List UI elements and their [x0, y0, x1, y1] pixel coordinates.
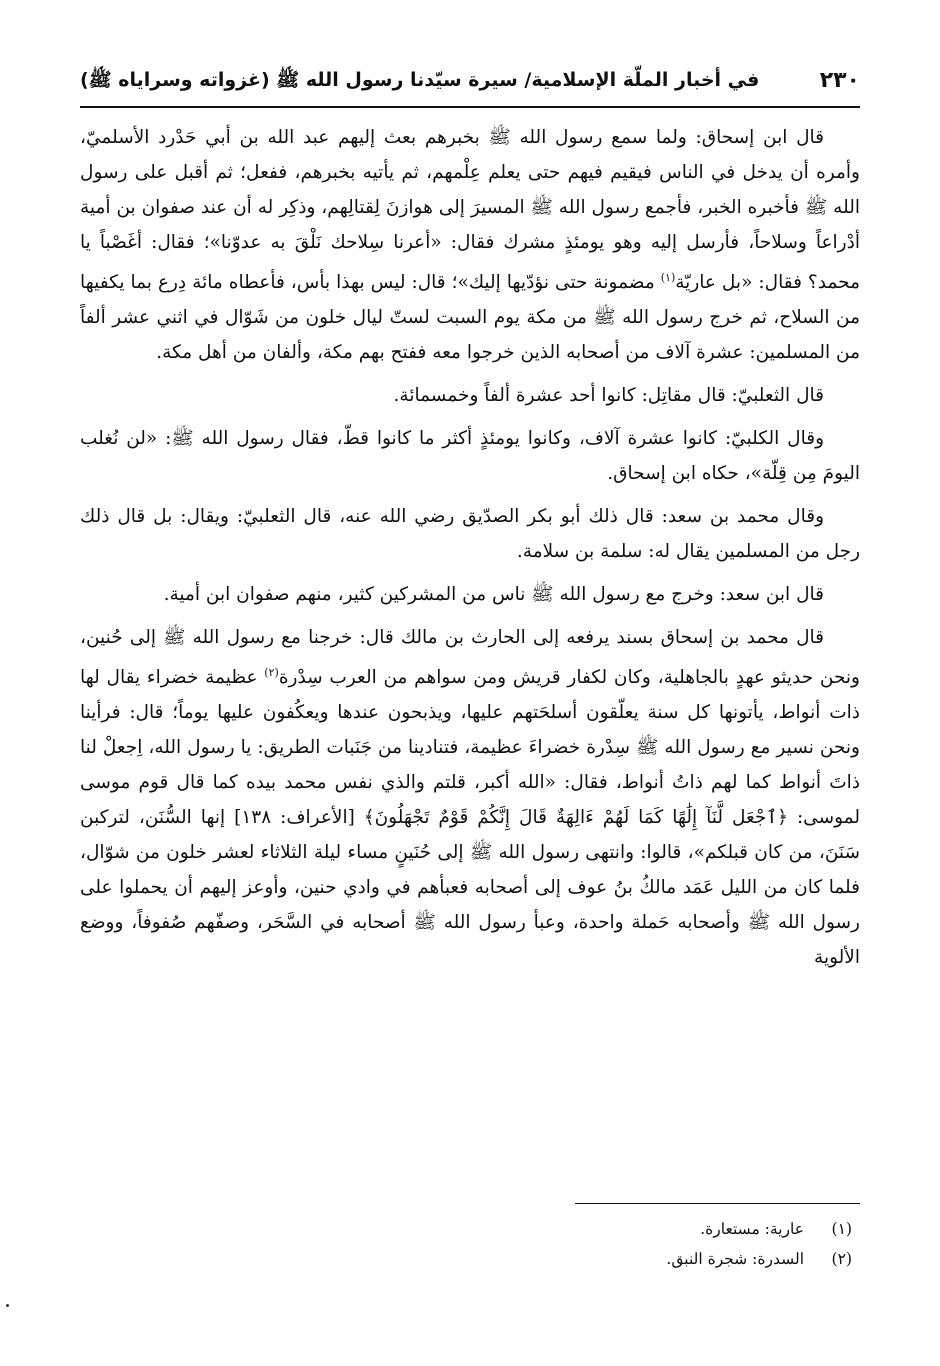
- paragraph-text: قال ابن إسحاق: ولما سمع رسول الله ﷺ بخبرهم بعث إليهم عبد الله بن أبي حَدْرد الأسلميّ، وأمره أن يدخل في الناس فيقيم فيهم حتى يعلم عِلْمهم، ثم يأتيه بخبرهم، ففعل؛ ثم أقبل على رسول الله ﷺ فأخبره الخبر، فأجمع رسول الله ﷺ المسيرَ إلى هوازنَ لِقتالِهم، وذكِر له أن عند صفوان بن أمية أدْراعاً وسلاحاً، فأرسل إليه وهو يومئذٍ مشرك فقال: «أعرنا سِلاحك نَلْقَ به عدوّنا»؛ فقال: أغَصْباً يا محمد؟ فقال: «بل عاريّة: [80, 127, 860, 294]
- paragraph-text: مضمونة حتى نؤدّيها إليك»؛ قال: ليس بهذا بأس، فأعطاه مائة دِرع بما يكفيها من السلاح، ثم خرج رسول الله ﷺ من مكة يوم السبت لستّ ليال خلون من شَوّال في اثني عشر ألفاً من المسلمين: عشرة آلاف من أصحابه الذين خرجوا معه ففتح بهم مكة، وألفان من أهل مكة.: [80, 272, 860, 364]
- footnote-text: السدرة: شجرة النبق.: [666, 1250, 804, 1268]
- paragraph: قال الثعلبيّ: قال مقاتِل: كانوا أحد عشرة ألفاً وخمسمائة.: [393, 385, 824, 407]
- footnote: [80, 1214, 852, 1244]
- page-number: ٢٣٠: [819, 68, 860, 93]
- footnote-number: (١): [831, 1220, 852, 1238]
- running-title: في أخبار الملّة الإسلامية/ سيرة سيّدنا رسول الله ﷺ (غزواته وسراياه ﷺ): [80, 69, 760, 91]
- footnote: [80, 1244, 852, 1274]
- footnote-separator: [575, 1203, 860, 1204]
- footnote-mark: (٢): [264, 666, 279, 680]
- footnote-number: (٢): [831, 1250, 852, 1268]
- page-header: [80, 62, 860, 108]
- footnote-text: عارية: مستعارة.: [700, 1220, 804, 1238]
- paragraph-text: عظيمة خضراء يقال لها ذات أنواط، يأتونها كل سنة يعلّقون أسلحَتهم عليها، ويذبحون عندها ويعكُفون عليها يوماً؛ قال: فرأينا ونحن نسير مع رسول الله ﷺ سِدْرة خضراءَ عظيمة، فتنادينا من جَنَبات الطريق: يا رسول الله، اِجعلْ لنا ذاتَ أنواط كما لهم ذاتُ أنواط، فقال: «الله أكبر، قلتم والذي نفس محمد بيده كما قال قوم موسى لموسى: ﴿ٱجْعَل لَّنَآ إِلَٰهًا كَمَا لَهُمْ ءَالِهَةٌ قَالَ إِنَّكُمْ قَوْمٌ تَجْهَلُونَ﴾ [الأعراف: ١٣٨] إنها السُّنَن، لتركبن سَنَنَ، من كان قبلكم»، قالوا: وانتهى رسول الله ﷺ إلى حُنَينٍ مساء ليلة الثلاثاء لعشر خلون من شوّال، فلما كان من الليل عَمَد مالكُ بنُ عوف إلى أصحابه فعبأهم في وادي حنين، وأوعز إليهم أن يحملوا على رسول الله ﷺ وأصحابه حَملة واحدة، وعبأ رسول الله ﷺ أصحابه في السَّحَر، وصفّهم صُفوفاً، ووضع الألوية: [80, 667, 860, 969]
- paragraph: وقال محمد بن سعد: قال ذلك أبو بكر الصدّيق رضي الله عنه، قال الثعلبيّ: ويقال: بل قال ذلك رجل من المسلمين يقال له: سلمة بن سلامة.: [80, 506, 860, 563]
- paragraph: وقال الكلبيّ: كانوا عشرة آلاف، وكانوا يومئذٍ أكثر ما كانوا قطّ، فقال رسول الله ﷺ: «لن نُغلب اليومَ مِن قِلّة»، حكاه ابن إسحاق.: [80, 428, 860, 485]
- paragraph: قال ابن سعد: وخرج مع رسول الله ﷺ ناس من المشركين كثير، منهم صفوان ابن أمية.: [163, 584, 824, 606]
- main-text: [80, 120, 860, 983]
- paragraph: [80, 120, 860, 370]
- footnotes: [80, 1214, 852, 1274]
- scan-speck: [6, 1304, 9, 1307]
- paragraph: [80, 620, 860, 975]
- paragraph-text: قال محمد بن إسحاق بسند يرفعه إلى الحارث بن مالك قال: خرجنا مع رسول الله ﷺ إلى حُنين، ونحن حديثو عهدٍ بالجاهلية، وكان لكفار قريش ومن سواهم من العرب سِدْرة: [80, 627, 860, 689]
- footnote-mark: (١): [660, 271, 676, 284]
